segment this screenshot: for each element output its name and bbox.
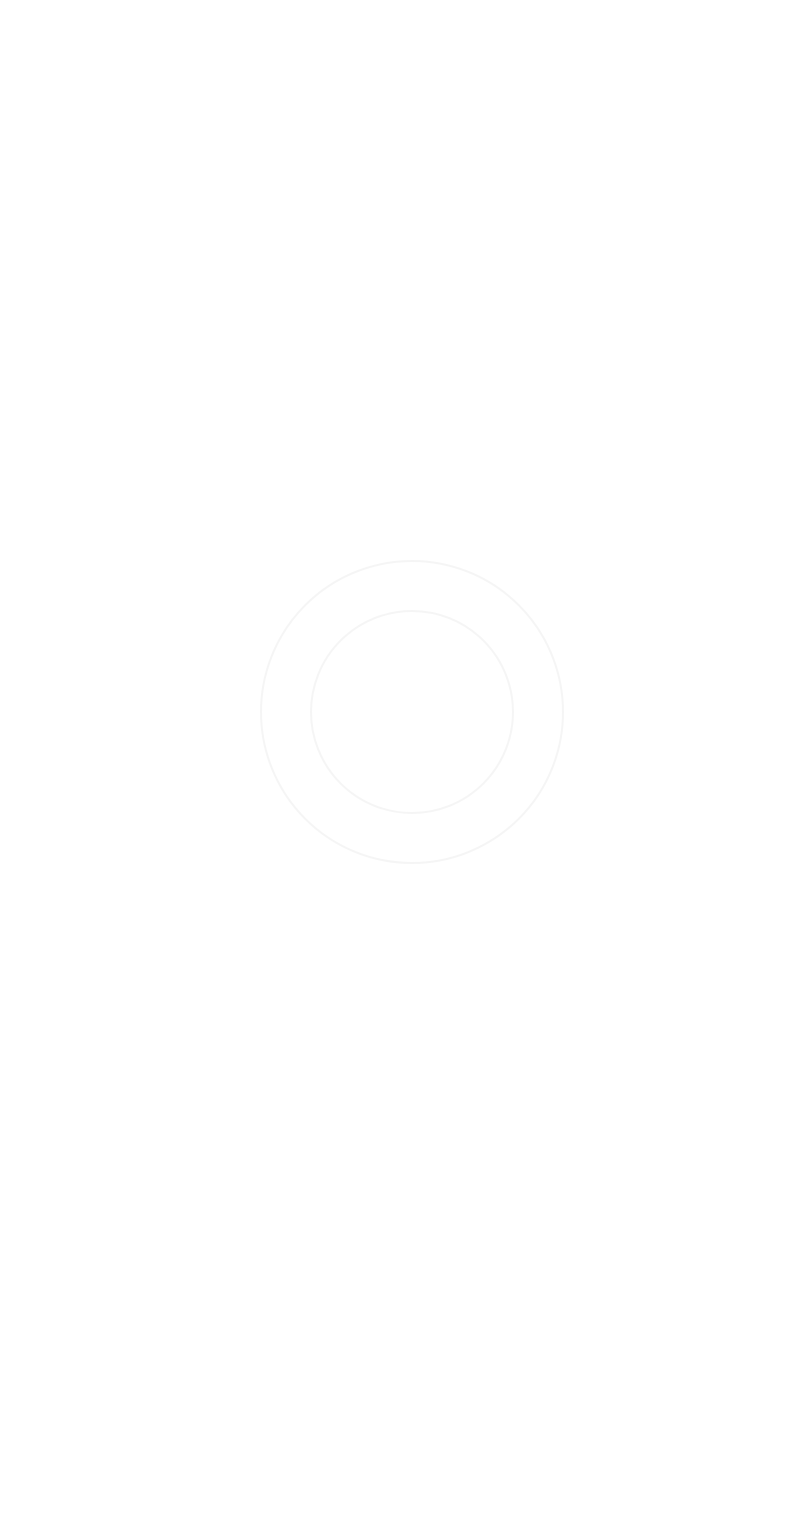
download-prompt-banner[interactable] (0, 1410, 800, 1456)
cut-off-text-line (22, 0, 782, 10)
background-watermark (240, 520, 600, 940)
